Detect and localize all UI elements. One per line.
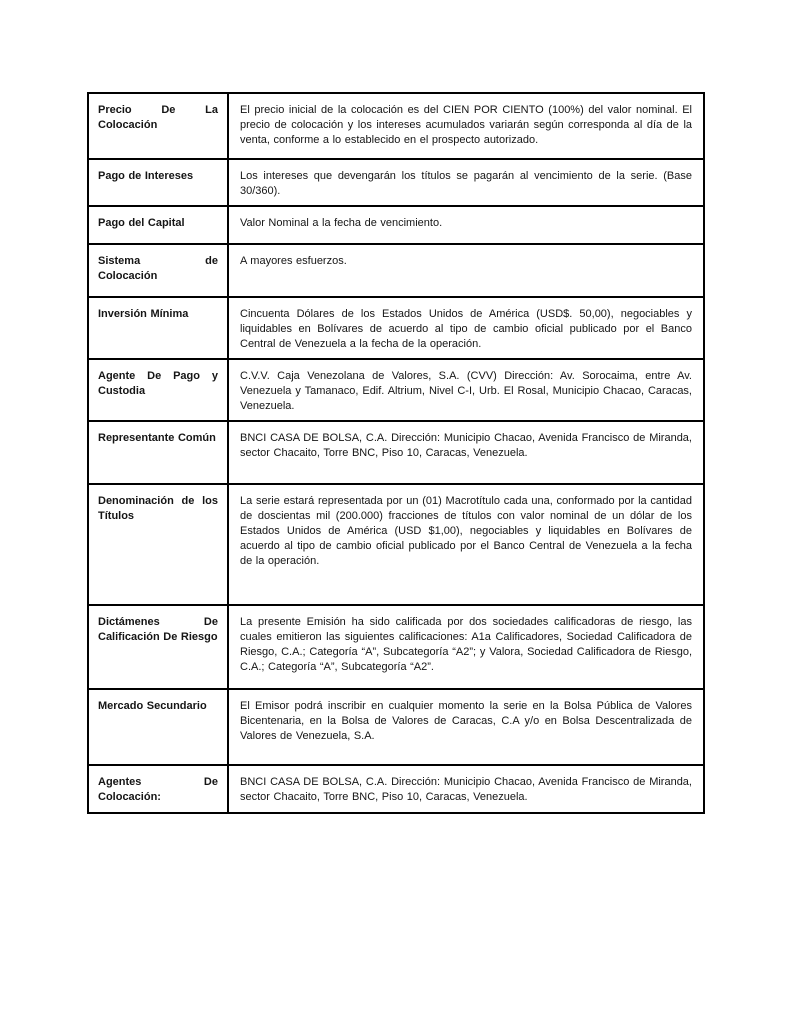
table-row — [88, 206, 704, 244]
row-text: Los intereses que devengarán los títulos se pagarán al vencimiento de la serie. (Base 30/360). — [228, 159, 704, 206]
table-row — [88, 297, 704, 359]
table-row — [88, 93, 704, 159]
row-text: BNCI CASA DE BOLSA, C.A. Dirección: Municipio Chacao, Avenida Francisco de Miranda, sector Chacaito, Torre BNC, Piso 10, Caracas, Venezuela. — [228, 421, 704, 484]
table-row — [88, 244, 704, 297]
row-label: Pago del Capital — [88, 206, 228, 244]
table-row — [88, 421, 704, 484]
row-label: Denominación de los Títulos — [88, 484, 228, 605]
row-text: La serie estará representada por un (01) Macrotítulo cada una, conformado por la cantidad de doscientas mil (200.000) fracciones de títulos con valor nominal de un dólar de los Estados Unidos de América (USD $1,00), negociables y liquidables en Bolívares de acuerdo al tipo de cambio oficial publicado por el Banco Central de Venezuela a la fecha de la operación. — [228, 484, 704, 605]
row-text: Valor Nominal a la fecha de vencimiento. — [228, 206, 704, 244]
row-label: Precio De La Colocación — [88, 93, 228, 159]
terms-table-body — [88, 93, 704, 813]
row-text: BNCI CASA DE BOLSA, C.A. Dirección: Municipio Chacao, Avenida Francisco de Miranda, sector Chacaito, Torre BNC, Piso 10, Caracas, Venezuela. — [228, 765, 704, 813]
table-row — [88, 484, 704, 605]
row-label: Pago de Intereses — [88, 159, 228, 206]
table-row — [88, 605, 704, 689]
table-row — [88, 765, 704, 813]
table-row — [88, 159, 704, 206]
row-text: La presente Emisión ha sido calificada por dos sociedades calificadoras de riesgo, las cuales emitieron las siguientes calificaciones: A1a Calificadores, Sociedad Calificadora de Riesgo, C.A.; Categoría “A”, Subcategoría “A2”; y Valora, Sociedad Calificadora de Riesgo, C.A.; Categoría “A”, Subcategoría “A2”. — [228, 605, 704, 689]
row-text: Cincuenta Dólares de los Estados Unidos de América (USD$. 50,00), negociables y liquidables en Bolívares de acuerdo al tipo de cambio oficial publicado por el Banco Central de Venezuela a la fecha de la operación. — [228, 297, 704, 359]
row-label: Inversión Mínima — [88, 297, 228, 359]
row-text: El precio inicial de la colocación es del CIEN POR CIENTO (100%) del valor nominal. El precio de colocación y los intereses acumulados variarán según corresponda al día de la venta, conforme a lo establecido en el prospecto autorizado. — [228, 93, 704, 159]
row-text: El Emisor podrá inscribir en cualquier momento la serie en la Bolsa Pública de Valores Bicentenaria, en la Bolsa de Valores de Caracas, C.A y/o en Bolsa Descentralizada de Valores de Venezuela, S.A. — [228, 689, 704, 765]
row-label: Sistema de Colocación — [88, 244, 228, 297]
row-text: A mayores esfuerzos. — [228, 244, 704, 297]
table-row — [88, 689, 704, 765]
table-row — [88, 359, 704, 421]
row-label: Mercado Secundario — [88, 689, 228, 765]
row-text: C.V.V. Caja Venezolana de Valores, S.A. (CVV) Dirección: Av. Sorocaima, entre Av. Venezuela y Tamanaco, Edif. Altrium, Nivel C-I, Urb. El Rosal, Municipio Chacao, Caracas, Venezuela. — [228, 359, 704, 421]
terms-table — [87, 92, 705, 814]
row-label: Dictámenes De Calificación De Riesgo — [88, 605, 228, 689]
row-label: Agentes De Colocación: — [88, 765, 228, 813]
row-label: Agente De Pago y Custodia — [88, 359, 228, 421]
row-label: Representante Común — [88, 421, 228, 484]
